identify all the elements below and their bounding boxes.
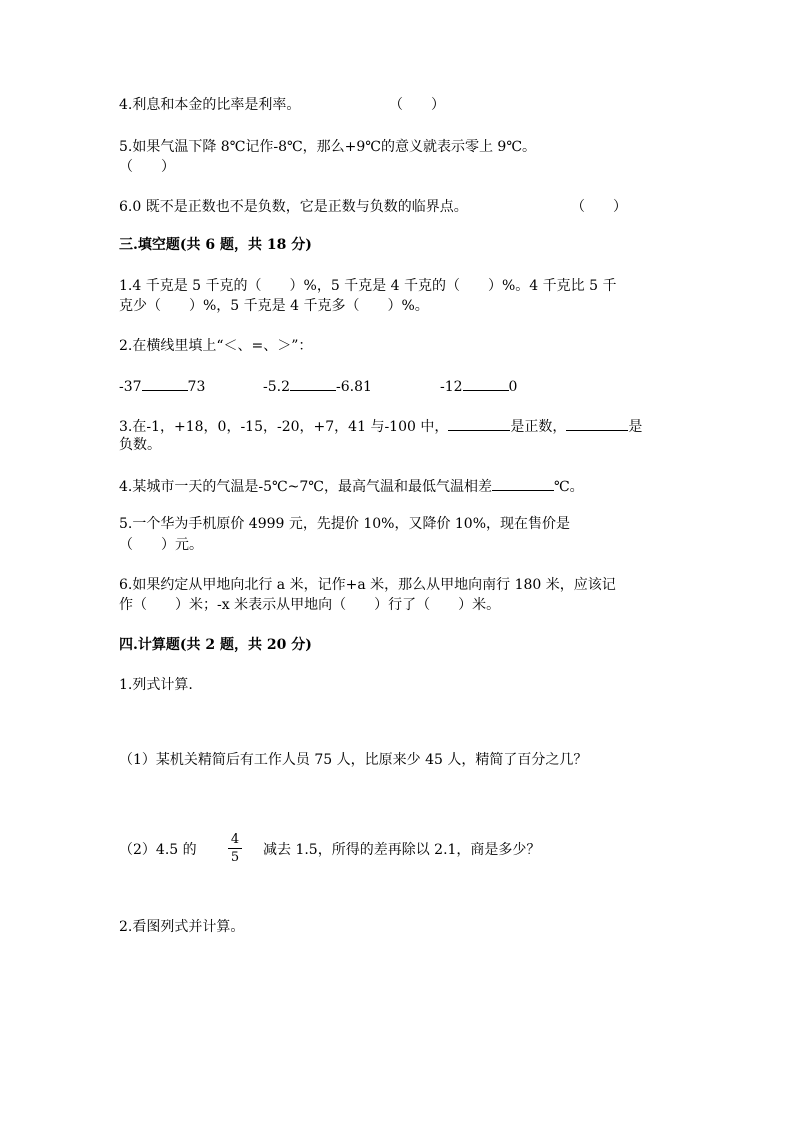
answer-paren[interactable]: （ ） xyxy=(119,159,175,175)
answer-blank[interactable] xyxy=(448,416,510,431)
fraction-four-fifths xyxy=(228,832,242,865)
calc-question-1-part-1: （1）某机关精简后有工作人员 75 人，比原来少 45 人，精简了百分之几？ xyxy=(119,752,588,768)
comparison-c: -12 0 xyxy=(440,376,517,396)
answer-blank[interactable] xyxy=(492,476,554,491)
comparison-b: -5.2 -6.81 xyxy=(263,376,372,396)
fill-question-5-line2: （ ）元。 xyxy=(119,537,203,553)
judge-question-4: 4.利息和本金的比率是利率。 （ ） xyxy=(119,97,445,113)
answer-blank[interactable] xyxy=(463,376,509,391)
fill-question-3-line2: 负数。 xyxy=(119,437,161,453)
calc-question-1: 1.列式计算. xyxy=(119,677,193,693)
answer-paren[interactable]: （ ） xyxy=(389,97,445,113)
fill-question-3-line1: 3.在-1，+18，0，-15，-20，+7，41 与-100 中， 是正数， 是 xyxy=(119,416,679,436)
answer-blank[interactable] xyxy=(290,376,336,391)
fill-question-1-line2: 克少（ ）%，5 千克是 4 千克多（ ）%。 xyxy=(119,298,429,314)
fill-question-4: 4.某城市一天的气温是-5℃~7℃，最高气温和最低气温相差 ℃。 xyxy=(119,476,679,496)
answer-blank[interactable] xyxy=(142,376,188,391)
fill-question-1-line1: 1.4 千克是 5 千克的（ ）%，5 千克是 4 千克的（ ）%。4 千克比 5 千 xyxy=(119,278,617,294)
judge-question-5: 5.如果气温下降 8℃记作-8℃，那么+9℃的意义就表示零上 9℃。 xyxy=(119,139,536,155)
fill-question-2: 2.在横线里填上“＜、=、＞”： xyxy=(119,338,313,354)
fill-question-6-line1: 6.如果约定从甲地向北行 a 米，记作+a 米，那么从甲地向南行 180 米，应该记 xyxy=(119,577,616,593)
fraction-denominator: 5 xyxy=(230,850,240,865)
calc-section-heading: 四.计算题(共 2 题，共 20 分) xyxy=(119,637,312,653)
fraction-numerator: 4 xyxy=(230,832,240,847)
fill-question-6-line2: 作（ ）米；-x 米表示从甲地向（ ）行了（ ）米。 xyxy=(119,597,501,613)
fraction-bar xyxy=(228,848,242,849)
answer-paren[interactable]: （ ） xyxy=(571,199,627,215)
judge-question-5-paren xyxy=(119,158,679,176)
judge-question-6: 6.0 既不是正数也不是负数，它是正数与负数的临界点。 （ ） xyxy=(119,199,627,215)
fill-question-5-line1: 5.一个华为手机原价 4999 元，先提价 10%，又降价 10%，现在售价是 xyxy=(119,516,571,532)
calc-question-2: 2.看图列式并计算。 xyxy=(119,919,245,935)
calc-question-1-part-2: （2）4.5 的 减去 1.5，所得的差再除以 2.1，商是多少？ xyxy=(119,842,541,858)
fill-section-heading: 三.填空题(共 6 题，共 18 分) xyxy=(119,237,312,253)
comparison-a: -37 73 xyxy=(119,376,205,396)
answer-blank[interactable] xyxy=(566,416,628,431)
